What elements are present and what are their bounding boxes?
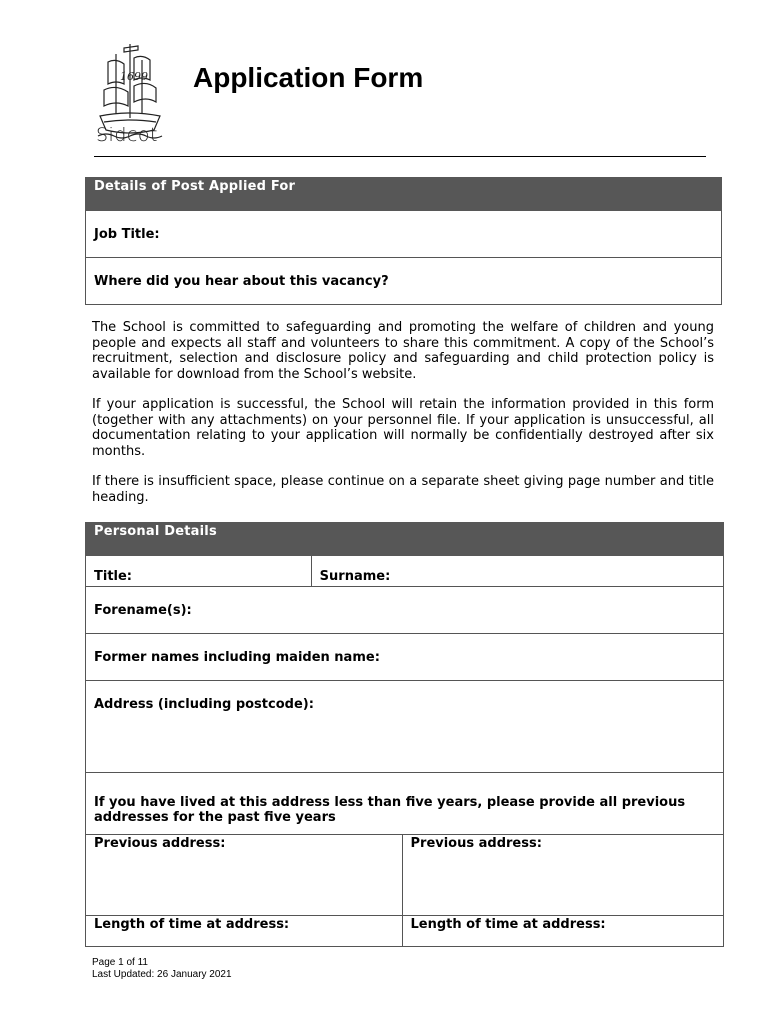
page-number: Page 1 of 11 — [92, 957, 148, 968]
post-details-table — [85, 177, 722, 305]
safeguarding-paragraph: The School is committed to safeguarding and promoting the welfare of children and young people and expects all staff and volunteers to share this commitment. A copy of the School’s recruitment, selection and disclosure policy and safeguarding and child protection policy is available for download from the School’s website. — [92, 320, 714, 382]
title-label: Title: — [94, 569, 133, 584]
length-at-address-field-1[interactable] — [86, 916, 403, 947]
forenames-label: Forename(s): — [94, 602, 192, 618]
logo-year: 1699 — [120, 70, 148, 83]
personal-details-table — [85, 522, 724, 947]
forenames-field[interactable] — [86, 587, 724, 634]
retention-paragraph: If your application is successful, the School will retain the information provided in this form (together with any attachments) on your personnel file. If your application is unsuccessful, all documentation relating to your application will normally be confidentially destroyed after six months. — [92, 397, 714, 459]
vacancy-source-field[interactable] — [86, 258, 722, 305]
surname-field[interactable] — [311, 556, 723, 587]
five-years-note: If you have lived at this address less than five years, please provide all previous addresses for the past five years — [86, 773, 724, 835]
vacancy-source-label: Where did you hear about this vacancy? — [94, 273, 389, 289]
personal-section-heading: Personal Details — [86, 523, 724, 556]
address-field[interactable] — [86, 681, 724, 773]
title-field[interactable] — [86, 556, 312, 587]
length-at-address-label-2: Length of time at address: — [410, 917, 606, 932]
length-at-address-label-1: Length of time at address: — [94, 917, 290, 932]
previous-address-field-1[interactable] — [86, 835, 403, 916]
job-title-label: Job Title: — [94, 226, 160, 242]
former-names-label: Former names including maiden name: — [94, 649, 380, 665]
job-title-field[interactable] — [86, 211, 722, 258]
previous-address-field-2[interactable] — [402, 835, 724, 916]
space-paragraph: If there is insufficient space, please continue on a separate sheet giving page number and title heading. — [92, 474, 714, 505]
previous-address-label-2: Previous address: — [410, 836, 542, 851]
former-names-field[interactable] — [86, 634, 724, 681]
surname-label: Surname: — [319, 569, 391, 584]
header-divider — [94, 156, 706, 157]
previous-address-label-1: Previous address: — [94, 836, 226, 851]
page-footer — [92, 957, 232, 981]
intro-text — [92, 320, 714, 520]
address-label: Address (including postcode): — [94, 697, 314, 712]
last-updated: Last Updated: 26 January 2021 — [92, 969, 232, 980]
logo-wordmark: Sidcot — [96, 124, 158, 146]
length-at-address-field-2[interactable] — [402, 916, 724, 947]
page-title: Application Form — [193, 62, 424, 93]
post-section-heading: Details of Post Applied For — [86, 178, 722, 211]
